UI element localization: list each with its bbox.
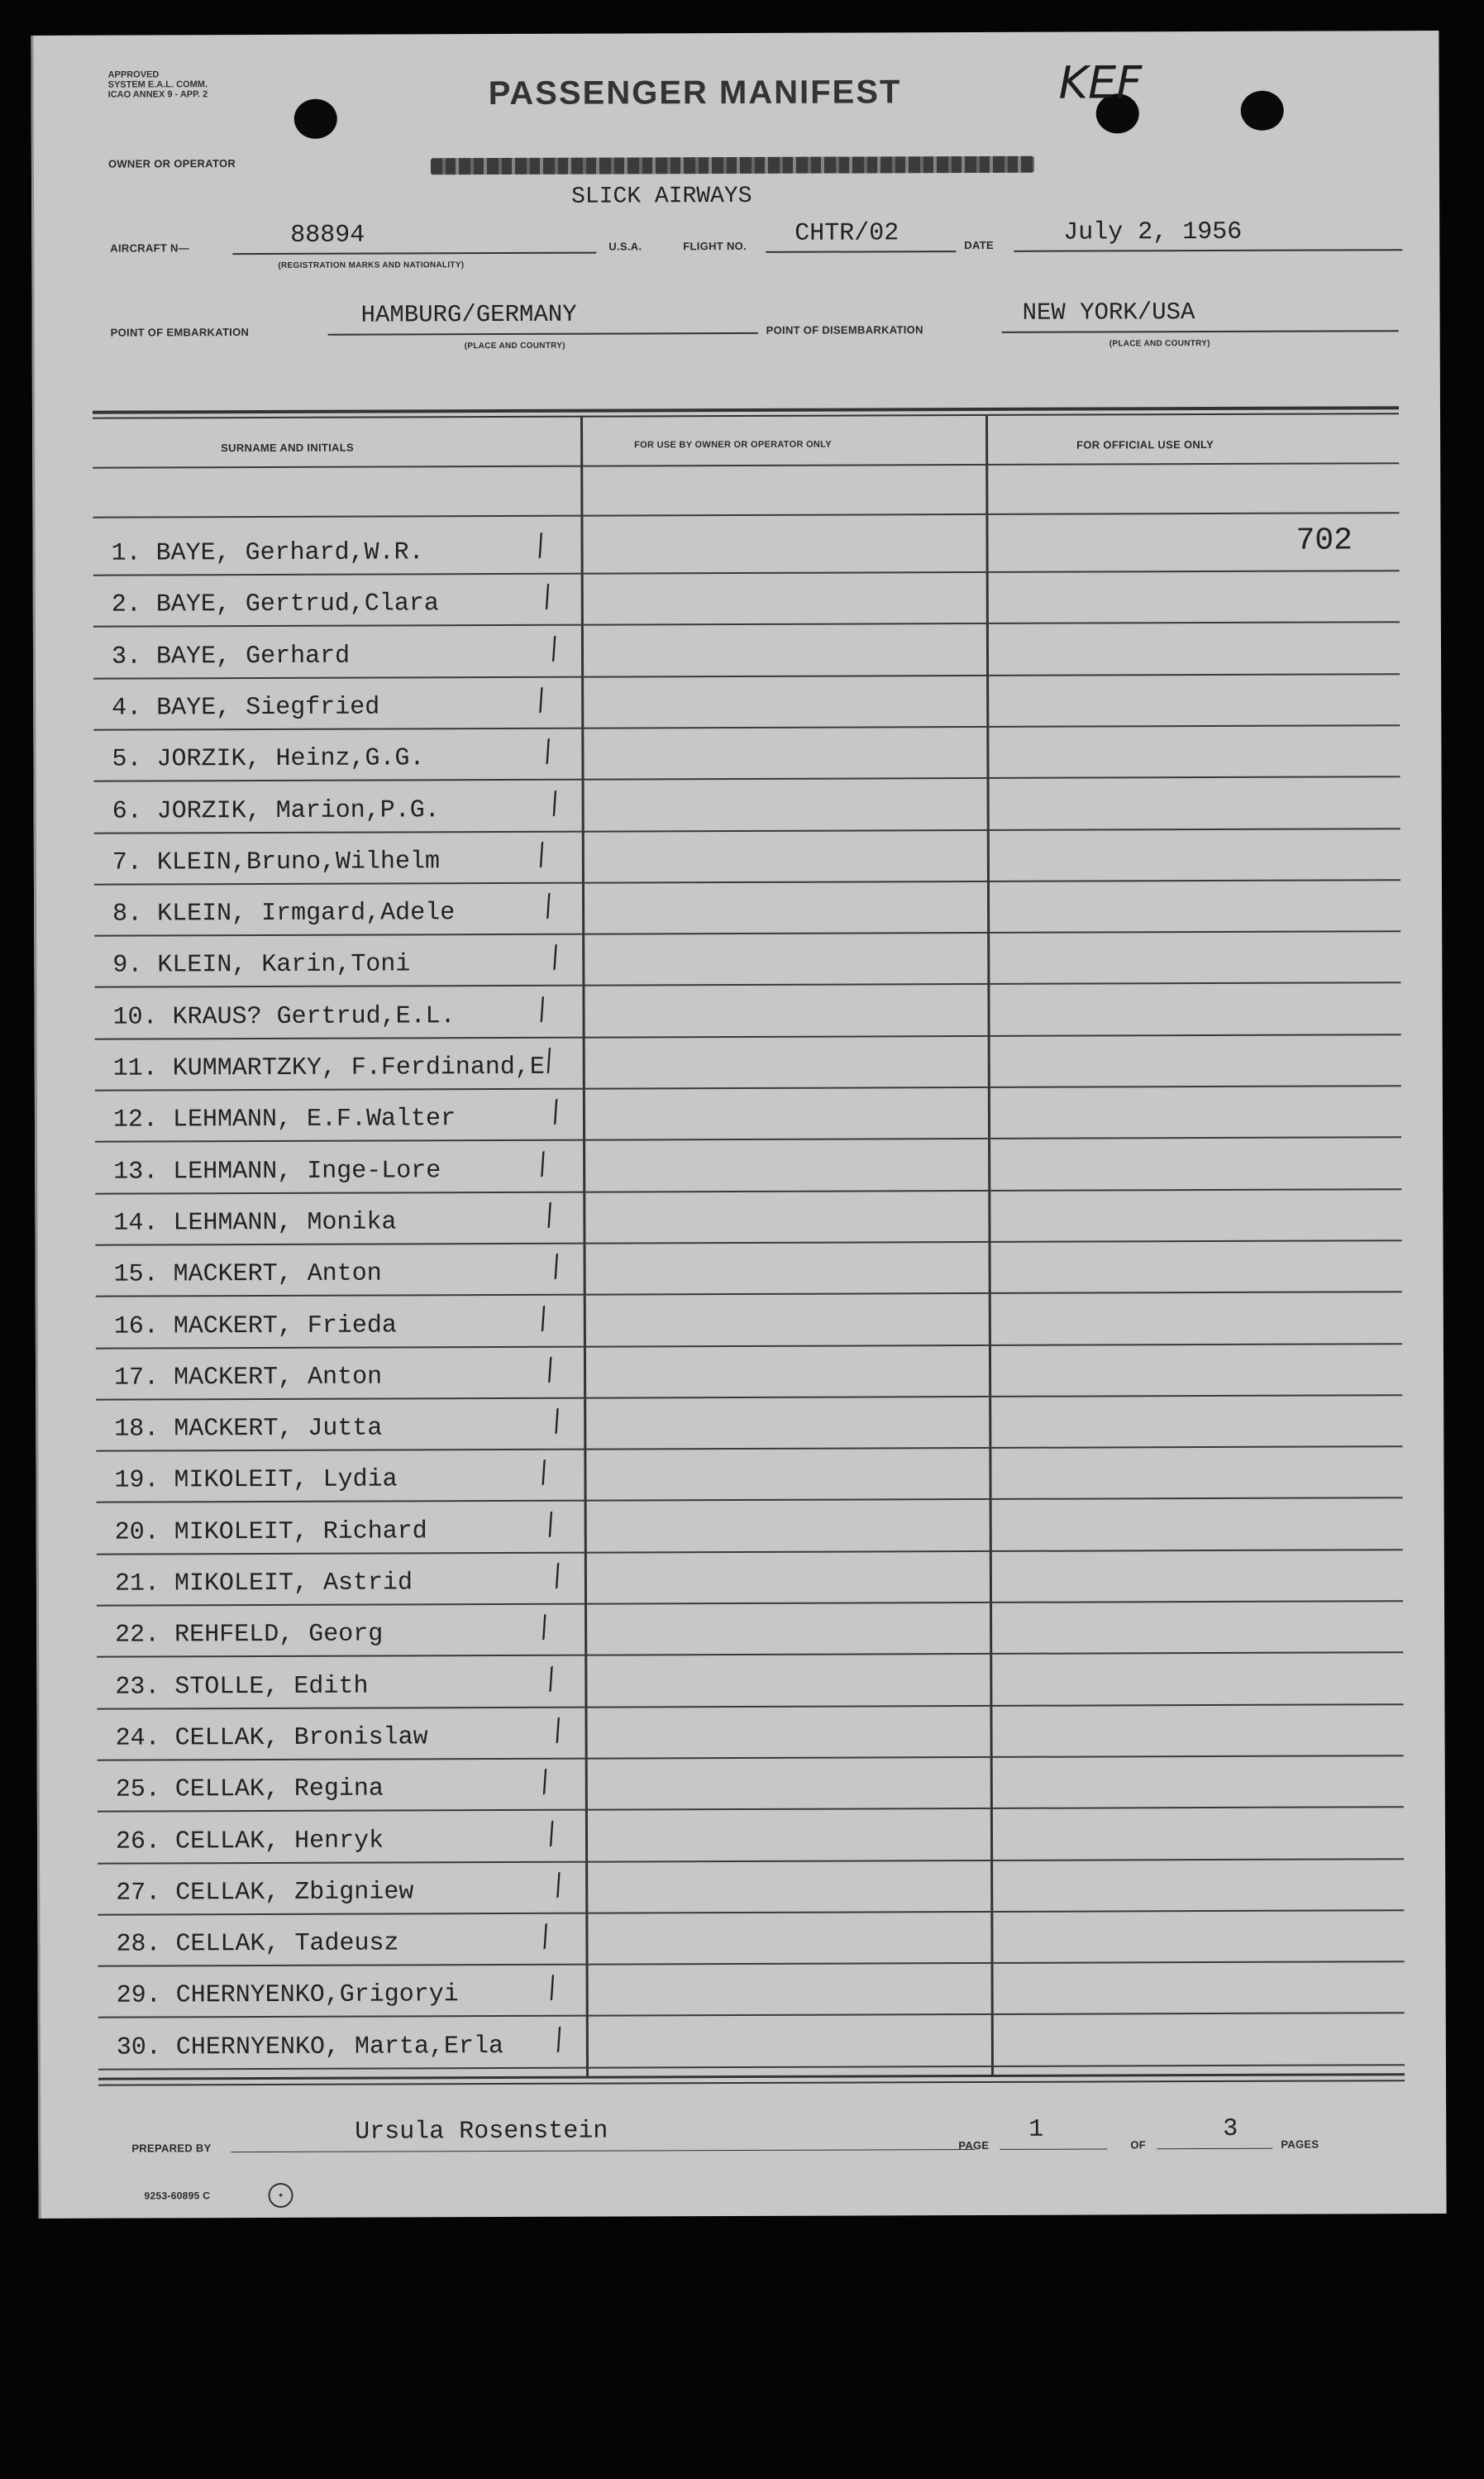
checkmark-icon: ⁄: [540, 1198, 562, 1232]
aircraft-underline: [232, 252, 596, 256]
date-label: DATE: [964, 238, 994, 252]
approval-block: [108, 69, 208, 99]
row-rule: [97, 1549, 1403, 1555]
flight-underline: [766, 251, 956, 253]
prepared-by: Ursula Rosenstein: [355, 2117, 608, 2147]
usa-label: U.S.A.: [608, 240, 642, 253]
passenger-row: 23. STOLLE, Edith: [115, 1672, 369, 1702]
row-rule: [95, 1188, 1401, 1195]
total-underline: [1157, 2148, 1272, 2149]
checkmark-icon: ⁄: [535, 1611, 556, 1645]
passenger-row: 26. CELLAK, Henryk: [115, 1827, 384, 1856]
checkmark-icon: ⁄: [532, 992, 555, 1026]
row-rule: [94, 982, 1400, 989]
gpo-seal-icon: ✦: [268, 2183, 293, 2208]
checkmark-icon: ⁄: [548, 1559, 570, 1593]
column-header-operator: FOR USE BY OWNER OR OPERATOR ONLY: [634, 439, 832, 451]
passenger-row: 13. LEHMANN, Inge-Lore: [113, 1156, 441, 1187]
row-rule: [97, 1600, 1403, 1607]
of-label: OF: [1130, 2138, 1146, 2152]
checkmark-icon: ⁄: [549, 1868, 570, 1902]
passenger-row: 10. KRAUS? Gertrud,E.L.: [112, 1001, 456, 1032]
passenger-row: 7. KLEIN,Bruno,Wilhelm: [112, 848, 441, 877]
prepared-underline: [231, 2149, 975, 2152]
page-underline: [1000, 2148, 1107, 2149]
checkmark-icon: ⁄: [539, 889, 561, 923]
pages-label: PAGES: [1281, 2137, 1319, 2151]
checkmark-icon: ⁄: [539, 1044, 561, 1077]
punch-hole: [1241, 91, 1284, 131]
page-label: PAGE: [958, 2138, 990, 2152]
checkmark-icon: ⁄: [548, 1713, 570, 1747]
checkmark-icon: ⁄: [535, 1765, 557, 1799]
passenger-row: 18. MACKERT, Jutta: [114, 1414, 383, 1444]
checkmark-icon: ⁄: [538, 735, 561, 769]
checkmark-icon: ⁄: [534, 1456, 556, 1490]
row-rule: [95, 1136, 1401, 1143]
passenger-row: 11. KUMMARTZKY, F.Ferdinand,E: [112, 1053, 545, 1083]
owner-label: OWNER OR OPERATOR: [107, 157, 236, 170]
passenger-row: 1. BAYE, Gerhard,W.R.: [111, 538, 424, 568]
column-header-surname: SURNAME AND INITIALS: [221, 441, 354, 455]
embarkation-value: HAMBURG/GERMANY: [360, 300, 577, 329]
passenger-row: 27. CELLAK, Zbigniew: [116, 1878, 414, 1908]
column-divider: [985, 414, 994, 2075]
passenger-row: 29. CHERNYENKO,Grigoryi: [116, 1980, 459, 2011]
checkmark-icon: ⁄: [541, 1507, 563, 1541]
flight-label: FLIGHT NO.: [683, 239, 747, 253]
checkmark-icon: ⁄: [536, 1919, 558, 1953]
passenger-row: 3. BAYE, Gerhard: [111, 642, 351, 671]
checkmark-icon: ⁄: [533, 1147, 555, 1181]
checkmark-icon: ⁄: [542, 1971, 565, 2005]
passenger-row: 19. MIKOLEIT, Lydia: [114, 1465, 398, 1496]
aircraft-label: AIRCRAFT N—: [110, 241, 190, 255]
operator-name: SLICK AIRWAYS: [571, 183, 752, 210]
checkmark-icon: ⁄: [531, 528, 553, 562]
row-rule: [94, 879, 1400, 886]
passenger-row: 8. KLEIN, Irmgard,Adele: [112, 899, 456, 929]
flight-number: CHTR/02: [794, 219, 899, 248]
row-rule: [98, 1961, 1405, 1967]
table-bottom-rule: [98, 2080, 1405, 2086]
passenger-row: 14. LEHMANN, Monika: [113, 1208, 397, 1238]
row-rule: [96, 1291, 1402, 1297]
row-rule: [98, 1806, 1404, 1813]
passenger-row: 16. MACKERT, Frieda: [113, 1311, 397, 1341]
checkmark-icon: ⁄: [546, 1250, 569, 1284]
table-bottom-rule: [98, 2073, 1405, 2080]
checkmark-icon: ⁄: [541, 1353, 562, 1387]
handwritten-code: KEF: [1058, 56, 1143, 109]
checkmark-icon: ⁄: [537, 580, 560, 614]
row-rule: [94, 776, 1400, 782]
checkmark-icon: ⁄: [542, 1817, 564, 1851]
place-note: (PLACE AND COUNTRY): [1109, 339, 1210, 349]
passenger-row: 15. MACKERT, Anton: [113, 1259, 382, 1289]
row-rule: [93, 724, 1400, 731]
checkmark-icon: ⁄: [534, 1302, 556, 1335]
row-rule: [98, 1909, 1404, 1916]
passenger-row: 30. CHERNYENKO, Marta,Erla: [116, 2032, 504, 2062]
passenger-row: 28. CELLAK, Tadeusz: [116, 1929, 399, 1959]
row-rule: [96, 1394, 1402, 1401]
disembarkation-underline: [1002, 330, 1399, 333]
checkmark-icon: ⁄: [546, 941, 567, 975]
checkmark-icon: ⁄: [532, 683, 553, 717]
column-divider: [580, 416, 589, 2076]
row-rule: [93, 673, 1400, 680]
row-rule: [96, 1445, 1402, 1452]
embarkation-underline: [328, 332, 758, 336]
passenger-row: 4. BAYE, Siegfried: [112, 693, 380, 723]
passenger-row: 17. MACKERT, Anton: [114, 1363, 383, 1392]
official-note: 702: [1296, 523, 1353, 559]
row-rule: [97, 1703, 1403, 1710]
table-top-rule: [93, 413, 1399, 419]
disembarkation-label: POINT OF DISEMBARKATION: [766, 323, 923, 337]
passenger-row: 24. CELLAK, Bronislaw: [115, 1723, 428, 1753]
row-rule: [93, 622, 1400, 628]
punch-hole: [294, 99, 337, 139]
approval-line: APPROVED: [107, 69, 160, 80]
passenger-row: 25. CELLAK, Regina: [115, 1774, 384, 1804]
row-rule: [94, 930, 1400, 937]
passenger-row: 6. JORZIK, Marion,P.G.: [112, 795, 440, 826]
checkmark-icon: ⁄: [550, 2023, 571, 2056]
passenger-row: 12. LEHMANN, E.F.Walter: [112, 1105, 456, 1134]
row-rule: [93, 570, 1400, 576]
checkmark-icon: ⁄: [545, 632, 566, 666]
date-underline: [1014, 249, 1402, 252]
row-rule: [95, 1034, 1401, 1040]
row-rule: [93, 512, 1399, 518]
header-rule: [93, 462, 1399, 469]
row-rule: [96, 1343, 1402, 1349]
approval-line: SYSTEM E.A.L. COMM.: [107, 79, 208, 90]
checkmark-icon: ⁄: [532, 838, 554, 872]
row-rule: [94, 828, 1400, 834]
place-note: (PLACE AND COUNTRY): [464, 341, 565, 351]
passenger-row: 5. JORZIK, Heinz,G.G.: [112, 744, 425, 774]
passenger-row: 20. MIKOLEIT, Richard: [114, 1517, 427, 1547]
page-number: 1: [1028, 2115, 1044, 2144]
checkmark-icon: ⁄: [546, 1096, 568, 1130]
passenger-row: 9. KLEIN, Karin,Toni: [112, 950, 411, 981]
row-rule: [98, 2064, 1405, 2071]
form-title: PASSENGER MANIFEST: [488, 74, 902, 112]
total-pages: 3: [1223, 2114, 1238, 2143]
passenger-row: 2. BAYE, Gertrud,Clara: [111, 590, 439, 619]
row-rule: [97, 1497, 1403, 1504]
date-value: July 2, 1956: [1063, 217, 1243, 247]
checkmark-icon: ⁄: [545, 786, 567, 820]
prepared-label: PREPARED BY: [131, 2142, 212, 2155]
column-header-official: FOR OFFICIAL USE ONLY: [1076, 437, 1214, 451]
row-rule: [96, 1240, 1402, 1246]
passenger-row: 21. MIKOLEIT, Astrid: [114, 1569, 413, 1598]
form-number: 9253-60895 C: [144, 2190, 211, 2202]
approval-line: ICAO ANNEX 9 - APP. 2: [107, 89, 208, 100]
struck-out-operator: [431, 156, 1034, 175]
aircraft-number: 88894: [290, 221, 365, 250]
manifest-sheet: [31, 31, 1446, 2219]
row-rule: [97, 1651, 1403, 1658]
passenger-row: 22. REHFELD, Georg: [115, 1620, 384, 1650]
checkmark-icon: ⁄: [542, 1662, 564, 1696]
embarkation-label: POINT OF EMBARKATION: [110, 326, 250, 339]
checkmark-icon: ⁄: [547, 1404, 569, 1438]
row-rule: [98, 1755, 1404, 1761]
row-rule: [95, 1085, 1401, 1091]
disembarkation-value: NEW YORK/USA: [1022, 299, 1195, 327]
registration-note: (REGISTRATION MARKS AND NATIONALITY): [278, 260, 465, 270]
row-rule: [98, 1858, 1404, 1865]
row-rule: [98, 2013, 1405, 2019]
